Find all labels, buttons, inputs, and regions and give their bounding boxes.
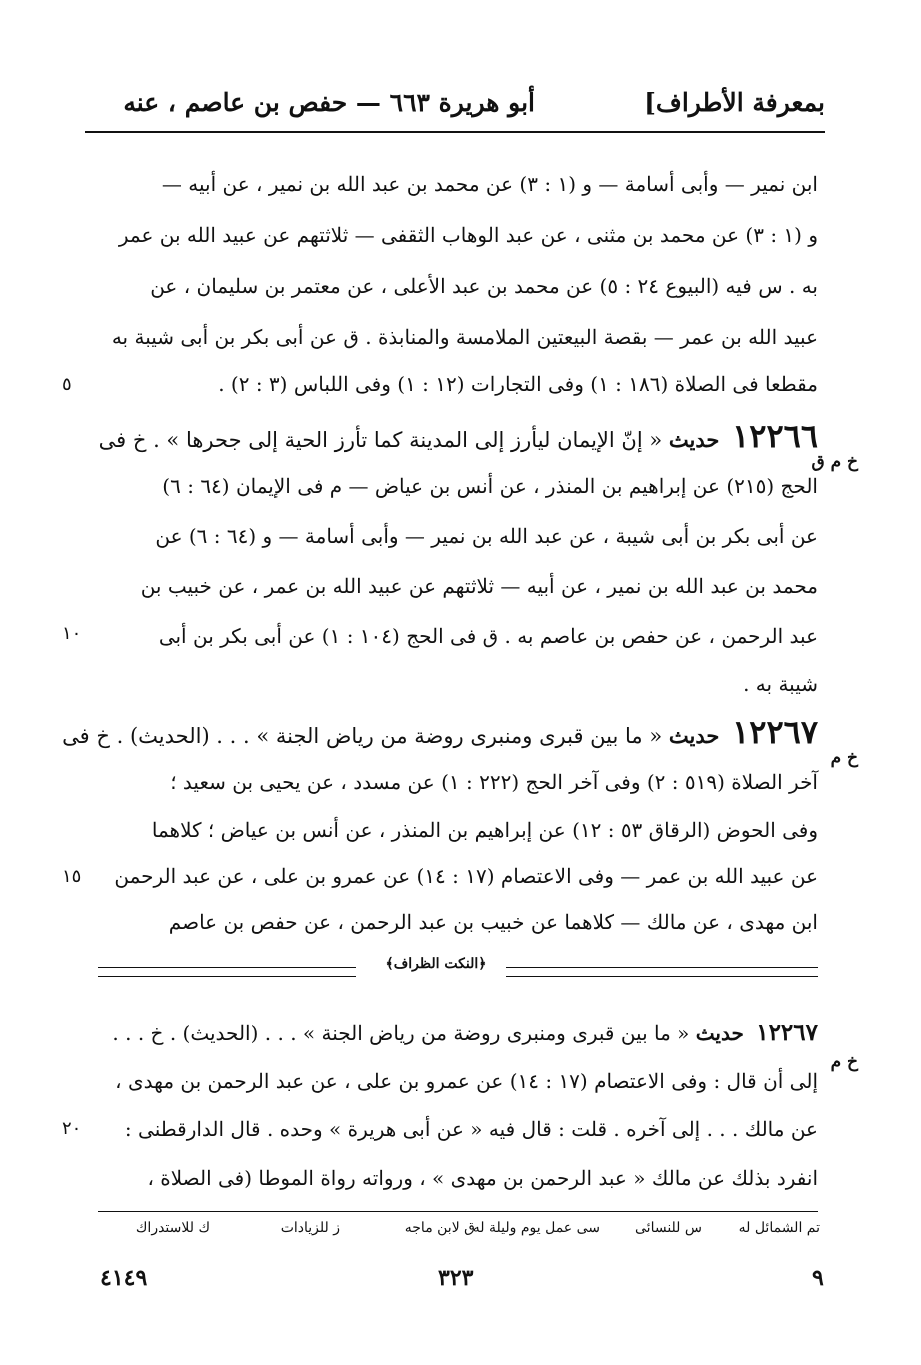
hadith-label: حديث bbox=[668, 427, 720, 452]
sigla-marker: خ م bbox=[830, 1052, 858, 1072]
hadith-entry-heading bbox=[98, 412, 818, 460]
abbreviation-item: ك للاستدراك bbox=[135, 1220, 210, 1236]
sigla-marker: خ م ق bbox=[811, 452, 858, 472]
section-separator bbox=[98, 956, 818, 984]
abbreviation-item: تم الشمائل له bbox=[738, 1220, 820, 1236]
note-line: إلى أن قال : وفى الاعتصام (١٧ : ١٤) عن عمرو بن على ، عن عبد الرحمن بن مهدى ، bbox=[115, 1069, 818, 1093]
margin-line-number: ٥ bbox=[62, 374, 72, 395]
body-line: و (١ : ٣) عن محمد بن مثنى ، عن عبد الوهاب الثقفى — ثلاثتهم عن عبيد الله بن عمر bbox=[118, 223, 818, 247]
note-text: « ما بين قبرى ومنبرى روضة من رياض الجنة » . . . (الحديث) . خ . . . bbox=[112, 1021, 690, 1045]
separator-rule-right bbox=[506, 967, 818, 977]
hadith-number: ١٢٢٦٧ bbox=[732, 713, 818, 751]
footer-rule bbox=[98, 1211, 818, 1212]
body-line: وفى الحوض (الرقاق ٥٣ : ١٢) عن إبراهيم بن المنذر ، عن أنس بن عياض ؛ كلاهما bbox=[151, 818, 818, 842]
running-head bbox=[85, 88, 825, 124]
body-line: محمد بن عبد الله بن نمير ، عن أبيه — ثلاثتهم عن عبيد الله بن عمر ، عن خبيب بن bbox=[140, 574, 818, 598]
abbreviation-item: ز للزيادات bbox=[280, 1220, 340, 1236]
hadith-entry-heading bbox=[62, 708, 818, 756]
sigla-marker: خ م bbox=[830, 748, 858, 768]
body-line: شيبة به . bbox=[743, 672, 818, 696]
abbreviation-item: س للنسائى bbox=[635, 1220, 702, 1236]
margin-line-number: ١٠ bbox=[62, 623, 82, 644]
separator-title: ﴿النكت الظراف﴾ bbox=[385, 956, 487, 972]
abbreviation-key bbox=[98, 1220, 820, 1250]
body-line: عبد الرحمن ، عن حفص بن عاصم به . ق فى الحج (١٠٤ : ١) عن أبى بكر بن أبى bbox=[158, 624, 818, 648]
running-head-center: أبو هريرة ٦٦٣ — حفص بن عاصم ، عنه bbox=[123, 88, 535, 117]
hadith-label: حديث bbox=[668, 723, 720, 748]
footer-total-number: ٤١٤٩ bbox=[100, 1265, 148, 1291]
separator-rule-left bbox=[98, 967, 356, 977]
body-line: به . س فيه (البيوع ٢٤ : ٥) عن محمد بن عبد الأعلى ، عن معتمر بن سليمان ، عن bbox=[150, 274, 818, 298]
abbreviation-item: سى عمل يوم وليلة له bbox=[472, 1220, 600, 1236]
note-line: انفرد بذلك عن مالك « عبد الرحمن بن مهدى » ، ورواته رواة الموطا (فى الصلاة ، bbox=[147, 1166, 818, 1190]
body-line: عن عبيد الله بن عمر — وفى الاعتصام (١٧ : ١٤) عن عمرو بن على ، عن عبد الرحمن bbox=[114, 864, 818, 888]
body-line: آخر الصلاة (٥١٩ : ٢) وفى آخر الحج (٢٢٢ : ١) عن مسدد ، عن يحيى بن سعيد ؛ bbox=[170, 770, 818, 794]
running-head-right: بمعرفة الأطراف] bbox=[644, 88, 825, 117]
margin-line-number: ١٥ bbox=[62, 866, 82, 887]
header-rule bbox=[85, 131, 825, 133]
body-line: مقطعا فى الصلاة (١٨٦ : ١) وفى التجارات (١٢ : ١) وفى اللباس (٣ : ٢) . bbox=[218, 372, 818, 396]
body-line: الحج (٢١٥) عن إبراهيم بن المنذر ، عن أنس بن عياض — م فى الإيمان (٦٤ : ٦) bbox=[162, 474, 818, 498]
note-label: حديث bbox=[695, 1021, 744, 1045]
note-heading bbox=[108, 1010, 818, 1056]
hadith-number: ١٢٢٦٦ bbox=[732, 417, 818, 455]
margin-line-number: ٢٠ bbox=[62, 1118, 82, 1139]
hadith-text: « إنّ الإيمان ليأرز إلى المدينة كما تأرز الحية إلى جحرها » . خ فى bbox=[98, 428, 663, 452]
footer-volume-number: ٩ bbox=[812, 1265, 824, 1291]
body-line: ابن مهدى ، عن مالك — كلاهما عن خبيب بن عبد الرحمن ، عن حفص بن عاصم bbox=[168, 910, 818, 934]
body-line: عبيد الله بن عمر — بقصة البيعتين الملامسة والمنابذة . ق عن أبى بكر بن أبى شيبة به bbox=[111, 325, 818, 349]
body-line: عن أبى بكر بن أبى شيبة ، عن عبد الله بن نمير — وأبى أسامة — و (٦٤ : ٦) عن bbox=[155, 524, 818, 548]
note-line: عن مالك . . . إلى آخره . قلت : قال فيه « عن أبى هريرة » وحده . قال الدارقطنى : bbox=[124, 1117, 818, 1141]
page-number: ٣٢٣ bbox=[438, 1265, 474, 1291]
body-line: ابن نمير — وأبى أسامة — و (١ : ٣) عن محمد بن عبد الله بن نمير ، عن أبيه — bbox=[161, 172, 818, 196]
hadith-text: « ما بين قبرى ومنبرى روضة من رياض الجنة » . . . (الحديث) . خ فى bbox=[62, 724, 663, 748]
abbreviation-item: ق لابن ماجه bbox=[404, 1220, 475, 1236]
note-number: ١٢٢٦٧ bbox=[756, 1019, 818, 1046]
